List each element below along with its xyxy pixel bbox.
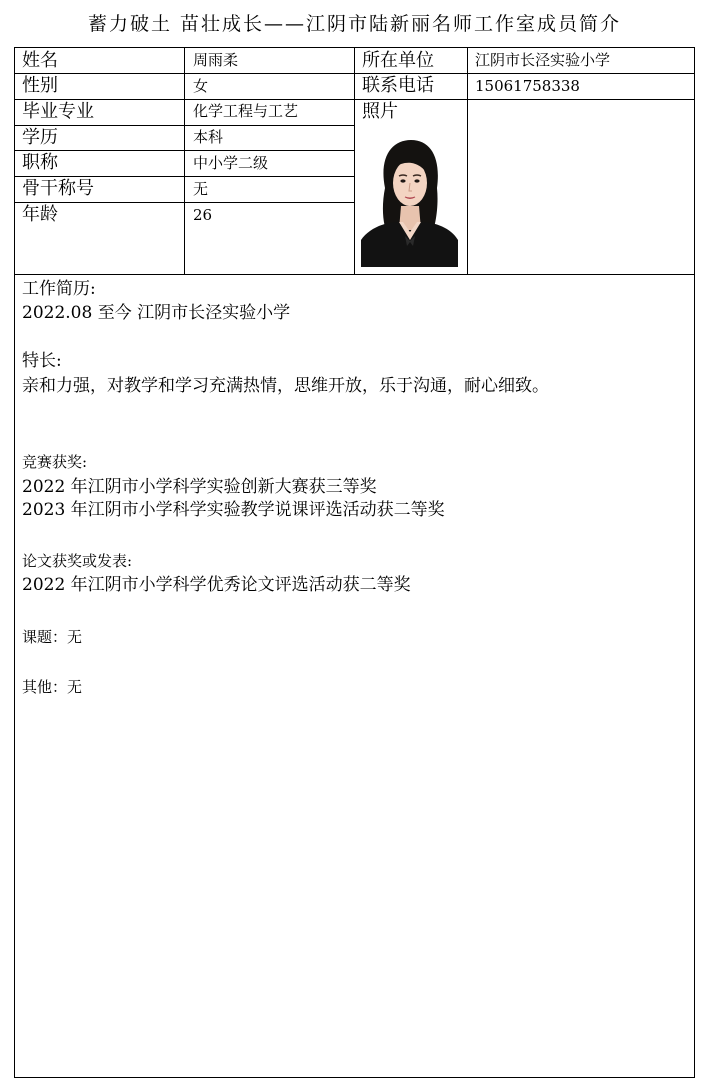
work-heading: 工作简历: [22,279,96,299]
topic-text: 课题：无 [22,628,83,646]
title-value: 中小学二级 [193,154,269,172]
award-item: 2023 年江阴市小学科学实验教学说课评选活动获二等奖 [22,500,445,520]
education-label: 学历 [22,127,58,148]
name-label: 姓名 [22,50,58,71]
paper-item: 2022 年江阴市小学科学优秀论文评选活动获二等奖 [22,575,411,595]
unit-value: 江阴市长泾实验小学 [475,51,611,69]
paper-heading: 论文获奖或发表: [22,552,133,570]
gender-value: 女 [193,77,209,95]
skill-text: 亲和力强，对教学和学习充满热情，思维开放，乐于沟通，耐心细致。 [22,376,549,396]
award-heading: 竞赛获奖: [22,453,88,471]
age-value: 26 [193,206,213,224]
phone-value: 15061758338 [475,77,580,95]
table-column-divider [354,47,355,275]
education-value: 本科 [193,128,224,146]
gender-label: 性别 [22,75,58,96]
table-column-divider [184,47,185,275]
skill-heading: 特长: [22,351,62,371]
award-item: 2022 年江阴市小学科学实验创新大赛获三等奖 [22,477,377,497]
other-text: 其他：无 [22,678,83,696]
phone-label: 联系电话 [362,75,434,96]
major-label: 毕业专业 [22,101,94,122]
unit-label: 所在单位 [362,50,434,71]
title-label: 职称 [22,152,58,173]
age-label: 年龄 [22,204,58,225]
member-photo [361,128,458,267]
major-value: 化学工程与工艺 [193,102,299,120]
page-title: 蓄力破土 苗壮成长——江阴市陆新丽名师工作室成员简介 [87,13,622,35]
honor-label: 骨干称号 [22,178,94,199]
photo-label: 照片 [362,101,398,122]
name-value: 周雨柔 [193,51,239,69]
honor-value: 无 [193,180,209,198]
work-item: 2022.08 至今 江阴市长泾实验小学 [22,303,291,323]
table-column-divider [467,47,468,275]
